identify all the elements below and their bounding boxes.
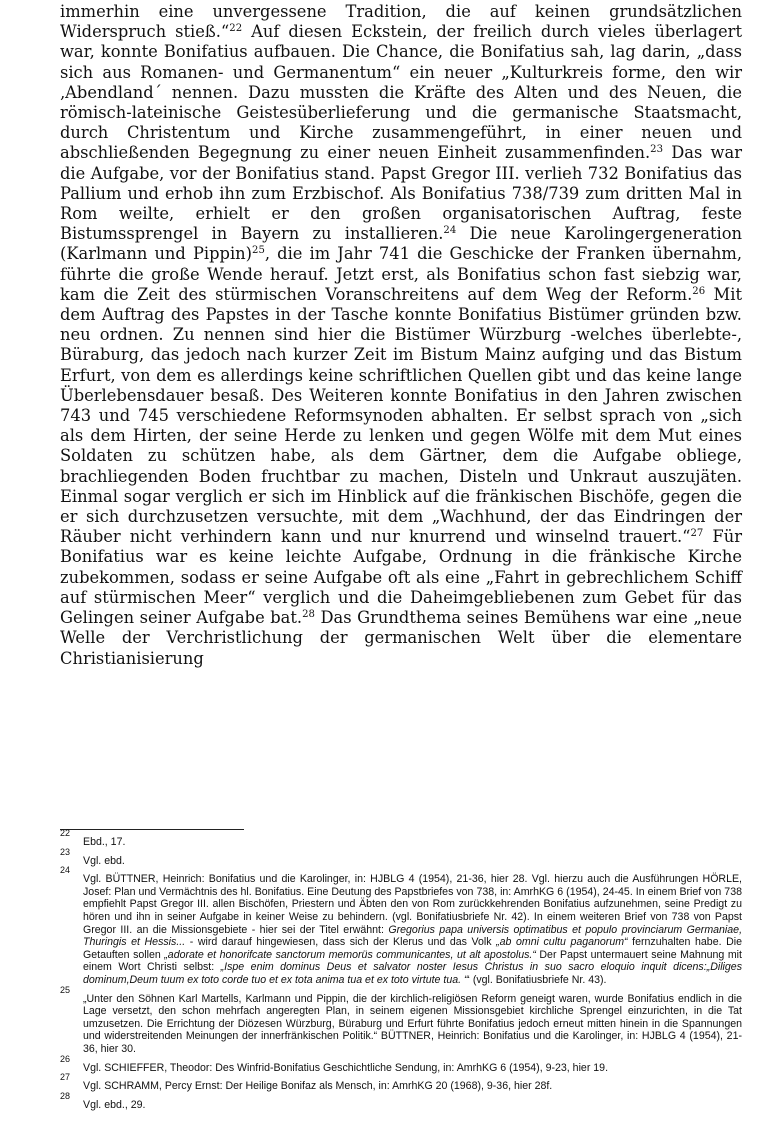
footnote-text: Ebd., 17. (83, 836, 126, 848)
body-text-segment: Auf diesen Eckstein, der freilich durch vieles überlagert war, konnte Bonifatius aufbauen. Die Chance, die Bonifatius sah, lag darin, „dass sich aus Romanen- und Germanentum“ ein neuer „Kulturkreis forme, den wir ‚Abendland´ nennen. Dazu mussten die Kräfte des Alten und des Neuen, die römisch-lateinische Geistesüberlieferung und die germanische Staatsmacht, durch Christentum und Kirche zusammengeführt, in einer neuen und abschließenden Begegnung zu einer neuen Einheit zusammenfinden. (60, 22, 743, 163)
footnote-25: 25 „Unter den Söhnen Karl Martells, Karlmann und Pippin, die der kirchlich-religiösen Reform geneigt waren, wurde Bonifatius endlich in die Lage versetzt, den schon mehrfach angeregten Plan, in seinem eigenen Missionsgebiet kirchliche Sprengel einzurichten, in die Tat umzusetzen. Die Errichtung der Diözesen Würzburg, Büraburg und Erfurt führte Bonifatius jedoch erneut mitten hinein in die Spannungen und widerstreitenden Meinungen der innerfränkischen Politik.“ BÜTTNER, Heinrich: Bonifatius und die Karolinger, in: HJBLG 4 (1954), 21-36, hier 30. (60, 984, 742, 1055)
footnote-27: 27 Vgl. SCHRAMM, Percy Ernst: Der Heilige Bonifaz als Mensch, in: AmrhKG 20 (1968), 9-36, hier 28f. (60, 1072, 553, 1093)
footnote-text: ‘ (vgl. Bonifatiusbriefe Nr. 43). (467, 973, 607, 986)
footnote-quote: Gregorius papa universis optimatibus et populo provinciarum Germaniae, Thuringis et Hessis... (83, 923, 743, 949)
footnote-text: Vgl. ebd., 29. (83, 1098, 146, 1111)
footnote-ref-24[interactable]: 24 (443, 225, 457, 237)
footnote-ref-25[interactable]: 25 (252, 245, 265, 257)
footnote-ref-27[interactable]: 27 (690, 528, 704, 540)
footnote-ref-26[interactable]: 26 (692, 285, 706, 297)
footnote-28: 28 Vgl. ebd., 29. (60, 1090, 146, 1111)
footnote-text: Vgl. SCHRAMM, Percy Ernst: Der Heilige Bonifaz als Mensch, in: AmrhKG 20 (1968), 9-36, hier 28f. (83, 1080, 553, 1093)
footnote-text: Vgl. ebd. (83, 854, 125, 867)
footnote-text: Der Papst untermauert seine Mahnung mit einem Wort Christi selbst: (83, 948, 742, 974)
body-text-segment: Für Bonifatius war es keine leichte Aufgabe, Ordnung in die fränkische Kirche zubekommen, sodass er seine Aufgabe oft als eine „Fahrt in gebrechlichem Schiff auf stürmischen Meer“ verglich und die Daheimgebliebenen zum Gebet für das Gelingen seiner Aufgabe bat. (60, 527, 742, 628)
footnote-text: Vgl. BÜTTNER, Heinrich: Bonifatius und die Karolinger, in: HJBLG 4 (1954), 21-36, hier 28. Vgl. hierzu auch die Ausführungen HÖRLE, Josef: Plan und Vermächtnis des hl. Bonifatius. Eine Deutung des Papstbriefes von 738, in: AmrhKG 6 (1954), 24-45. In einem Brief von 738 empfiehlt Papst Gregor III. allen Bischöfen, Priestern und Äbten den von Rom zurückkehrenden Bonifatius aufzunehmen, seine Predigt zu hören und ihn in seiner Aufgabe in keiner Weise zu behindern. (vgl. Bonifatiusbriefe Nr. 42). In einem weiteren Brief von 738 von Papst Gregor III. an die Missionsgebiete - hier sei der Titel erwähnt: (83, 873, 742, 936)
footnote-24: 24 Vgl. BÜTTNER, Heinrich: Bonifatius und die Karolinger, in: HJBLG 4 (1954), 21-36, hier 28. Vgl. hierzu auch die Ausführungen HÖRLE, Josef: Plan und Vermächtnis des hl. Bonifatius. Eine Deutung des Papstbriefes von 738, in: AmrhKG 6 (1954), 24-45. In einem Brief von 738 empfiehlt Papst Gregor III. allen Bischöfen, Priestern und Äbten den von Rom zurückkehrenden Bonifatius aufzunehmen, seine Predigt zu hören und ihn in seiner Aufgabe in keiner Weise zu behindern. (vgl. Bonifatiusbriefe Nr. 42). In einem weiteren Brief von 738 von Papst Gregor III. an die Missionsgebiete - hier sei der Titel erwähnt: Gregorius papa universis optimatibus et populo provinciarum Germaniae, Thuringis et Hessis... - wird darauf hingewiesen, dass sich der Klerus und das Volk „ab omni cultu paganorum“ fernzuhalten habe. Die Getauften sollen „adorate et honorifcate sanctorum memorüs communicantes, ut alt apostolus.“ Der Papst untermauert seine Mahnung mit einem Wort Christi selbst: „Ispe enim dominus Deus et salvator noster Iesus Christus in suo sacro eloquio inquit dicens:„Diliges dominum,Deum tuum ex toto corde tuo et ex tota anima tua et ex toto virtute tua. “‘ (vgl. Bonifatiusbriefe Nr. 43). (60, 865, 743, 986)
footnote-quote: „Ispe enim dominus Deus et salvator noster Iesus Christus in suo sacro eloquio inquit dicens:„Diliges dominum,Deum tuum ex toto corde tuo et ex tota anima tua et ex toto virtute tua. “ (83, 961, 742, 986)
footnote-22: 22 Ebd., 17. (60, 828, 126, 848)
body-text-segment: , die im Jahr 741 die Geschicke der Franken übernahm, führte die große Wende herauf. Jetzt erst, als Bonifatius schon fast siebzig war, kam die Zeit des stürmischen Voranschreitens auf dem Weg der Reform. (60, 244, 743, 304)
footnote-ref-23[interactable]: 23 (650, 144, 663, 156)
footnote-text: „Unter den Söhnen Karl Martells, Karlmann und Pippin, die der kirchlich-religiösen Reform geneigt waren, wurde Bonifatius endlich in die Lage versetzt, den schon mehrfach angeregten Plan, in seinem eigenen Missionsgebiet kirchliche Sprengel einzurichten, in die Tat umzusetzen. Die Errichtung der Diözesen Würzburg, Büraburg und Erfurt führte Bonifatius jedoch erneut mitten hinein in die Spannungen und widerstreitenden Meinungen der innerfränkischen Politik.“ BÜTTNER, Heinrich: Bonifatius und die Karolinger, in: HJBLG 4 (1954), 21-36, hier 30. (83, 992, 742, 1055)
footnote-text: Vgl. SCHIEFFER, Theodor: Des Winfrid-Bonifatius Geschichtliche Sendung, in: AmrhKG 6 (1954), 9-23, hier 19. (83, 1061, 609, 1074)
body-text-segment: Mit dem Auftrag des Papstes in der Tasche konnte Bonifatius Bistümer gründen bzw. neu ordnen. Zu nennen sind hier die Bistümer Würzburg -welches überlebte-, Büraburg, das jedoch nach kurzer Zeit im Bistum Mainz aufging und das Bistum Erfurt, von dem es allerdings keine schriftlichen Quellen gibt und das keine lange Überlebensdauer besaß. Des Weiteren konnte Bonifatius in den Jahren zwischen 743 und 745 verschiedene Reformsynoden abhalten. Er selbst sprach von „sich als dem Hirten, der seine Herde zu lenken und gegen Wölfe mit dem Mut eines Soldaten zu schützen habe, als dem Gärtner, dem die Aufgabe obliege, brachliegenden Boden fruchtbar zu machen, Disteln und Unkraut auszujäten. Einmal sogar verglich er sich im Hinblick auf die fränkischen Bischöfe, gegen die er sich durchzusetzen versuchte, mit dem „Wachhund, der das Eindringen der Räuber nicht verhindern kann und nur knurrend und winselnd trauert.“ (60, 284, 742, 547)
footnote-ref-28[interactable]: 28 (302, 609, 315, 621)
footnote-ref-22[interactable]: 22 (229, 23, 243, 35)
footnotes (60, 828, 743, 1117)
body-paragraph (60, 2, 742, 669)
footnote-quote: „ab omni cultu paganorum“ (496, 936, 628, 949)
footnote-text: - wird darauf hingewiesen, dass sich der Klerus und das Volk (185, 936, 497, 949)
body-text-segment: Das Grundthema seines Bemühens war eine „neue Welle der Verchristlichung der germanischen Welt über die elementare Christianisierung (60, 608, 743, 668)
body-text-segment: immerhin eine unvergessene Tradition, die auf keinen grundsätzlichen Widerspruch stieß.“ (60, 2, 742, 42)
footnote-quote: „adorate et honorifcate sanctorum memorüs communicantes, ut alt apostolus.“ (164, 948, 536, 961)
body-text-segment: Das war die Aufgabe, vor der Bonifatius stand. Papst Gregor III. verlieh 732 Bonifatius das Pallium und erhob ihn zum Erzbischof. Als Bonifatius 738/739 zum dritten Mal in Rom weilte, erhielt er den großen organisatorischen Auftrag, feste Bistumssprengel in Bayern zu installieren. (60, 143, 742, 244)
footnote-text: fernzuhalten habe. Die Getauften sollen (83, 936, 742, 961)
footnote-23: 23 Vgl. ebd. (60, 846, 125, 867)
body-text-segment: Die neue Karolingergeneration (Karlmann und Pippin) (60, 224, 742, 264)
footnote-separator (60, 829, 244, 830)
footnote-26: 26 Vgl. SCHIEFFER, Theodor: Des Winfrid-Bonifatius Geschichtliche Sendung, in: AmrhKG 6 (1954), 9-23, hier 19. (60, 1053, 609, 1074)
